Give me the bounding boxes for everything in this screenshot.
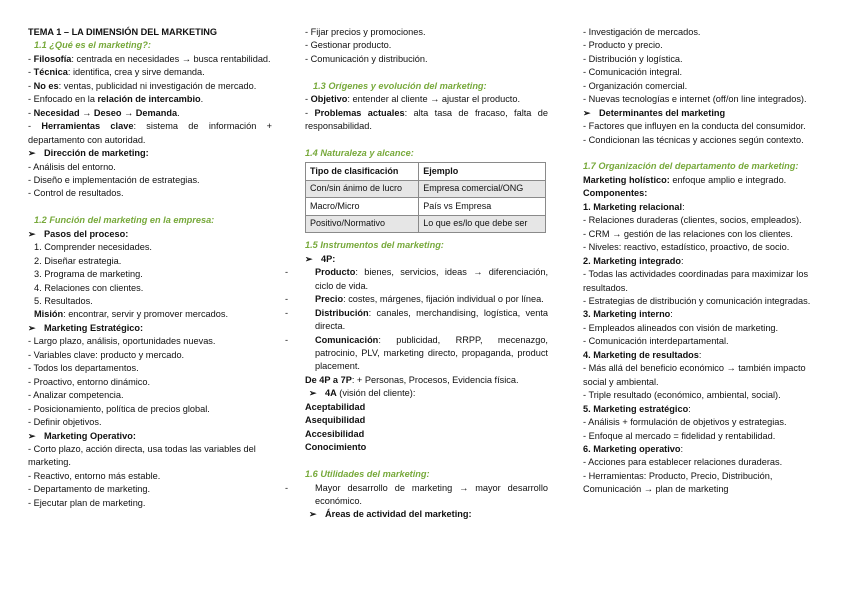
list-item-text: Comunicación y distribución. [310, 53, 428, 64]
arrow-bullet-icon: ➢ [28, 228, 36, 239]
holistico-label: Marketing holístico: [583, 174, 670, 185]
list-item-text: Organización comercial. [588, 80, 688, 91]
table-header-cell: Ejemplo [419, 163, 546, 181]
table-row [306, 198, 546, 216]
list-item: - Analizar competencia. [28, 390, 124, 401]
list-item: - Diseño e implementación de estrategias. [28, 174, 200, 185]
list-item: - Comunicación integral. [583, 67, 683, 78]
noes-line: - No es: ventas, publicidad ni investigación de mercado. [28, 80, 257, 91]
list-item: - Estrategias de distribución y comunicación integradas. [583, 296, 811, 306]
list-item-text: Triple resultado (económico, ambiental, social). [588, 390, 781, 401]
list-item-text: Diseño e implementación de estrategias. [33, 174, 200, 185]
necesidad-chain: Necesidad → Deseo → Demanda [33, 107, 178, 118]
m6-label: 6. Marketing operativo [583, 443, 681, 454]
list-item-text: Comunicación interdepartamental. [588, 336, 729, 347]
list-item-text: Analizar competencia. [33, 390, 124, 401]
list-item: - Análisis + formulación de objetivos y estrategias. [583, 417, 787, 428]
estrategico-label: Marketing Estratégico: [44, 322, 144, 333]
herramientas-line: - Herramientas clave: sistema de información + departamento con autoridad. [28, 121, 272, 145]
list-item: - CRM → gestión de las relaciones con los clientes. [583, 228, 793, 239]
tecnica-text: : identifica, crea y sirve demanda. [67, 67, 205, 78]
comunicacion-label: Comunicación [315, 334, 379, 345]
section-heading-1-2: 1.2 Función del marketing en la empresa: [34, 215, 215, 226]
de4p-text: : + Personas, Procesos, Evidencia física. [351, 374, 519, 385]
a4-item: Aceptabilidad [305, 401, 366, 412]
m2-heading: 2. Marketing integrado: [583, 255, 684, 266]
producto-line: - Producto: bienes, servicios, ideas → diferenciación, ciclo de vida. [285, 267, 548, 291]
m3-label: 3. Marketing interno [583, 309, 671, 320]
list-item: 5. Resultados. [34, 296, 93, 306]
section-heading-1-1: 1.1 ¿Qué es el marketing?: [34, 40, 151, 51]
list-item: - Relaciones duraderas (clientes, socios, empleados). [583, 215, 802, 226]
problemas-text: : alta tasa de fracaso, falta de responsabilidad. [305, 107, 548, 132]
list-item: - Proactivo, entorno dinámico. [28, 376, 151, 387]
arrow-bullet-icon: ➢ [28, 148, 36, 159]
section-heading-1-6: 1.6 Utilidades del marketing: [305, 469, 430, 480]
arrow-bullet-icon: ➢ [305, 253, 313, 264]
document-title: TEMA 1 – LA DIMENSIÓN DEL MARKETING [28, 27, 218, 37]
list-item: 2. Diseñar estrategia. [34, 255, 122, 266]
list-item: - Organización comercial. [583, 80, 688, 91]
producto-label: Producto [315, 267, 356, 278]
table-cell: Empresa comercial/ONG [419, 180, 546, 198]
m5-label: 5. Marketing estratégico [583, 403, 689, 414]
column-1 [28, 26, 272, 510]
enfocado-text: Enfocado en la [33, 94, 98, 105]
distribucion-line: - Distribución: canales, merchandising, logística, venta directa. [285, 307, 548, 332]
list-item-text: Reactivo, entorno más estable. [33, 470, 161, 481]
m1-label: 1. Marketing relacional [583, 201, 683, 212]
list-item-text: Nuevas tecnologías e internet (off/on line integrados). [588, 94, 807, 105]
list-item: - Definir objetivos. [28, 417, 102, 428]
mayor-line: - Mayor desarrollo de marketing → mayor desarrollo económico. [285, 482, 548, 506]
problemas-line: - Problemas actuales: alta tasa de fracaso, falta de responsabilidad. [305, 107, 548, 132]
list-item-text: Condicionan las técnicas y acciones según contexto. [588, 134, 804, 145]
list-item-text: Comunicación integral. [588, 67, 683, 78]
list-item: 3. Programa de marketing. [34, 269, 143, 280]
de4p-label: De 4P a 7P [305, 374, 352, 385]
list-item-text: Relaciones duraderas (clientes, socios, empleados). [588, 215, 802, 226]
operativo-heading [28, 430, 272, 443]
list-item: - Fijar precios y promociones. [305, 27, 426, 37]
list-item-text: CRM → gestión de las relaciones con los clientes. [588, 228, 793, 239]
componentes-label: Componentes: [583, 188, 648, 199]
holistico-text: enfoque amplio e integrado. [669, 174, 787, 185]
list-item: 4. Relaciones con clientes. [34, 282, 144, 293]
table-row [306, 215, 546, 233]
producto-text: : bienes, servicios, ideas → diferenciación, ciclo de vida. [315, 267, 548, 291]
list-item: - Factores que influyen en la conducta del consumidor. [583, 121, 806, 132]
m6-heading: 6. Marketing operativo: [583, 443, 684, 454]
list-item: - Más allá del beneficio económico → también impacto social y ambiental. [583, 363, 806, 387]
noes-text: : ventas, publicidad ni investigación de mercado. [58, 80, 257, 91]
pasos-heading [28, 228, 272, 241]
filosofia-label: Filosofía [33, 53, 72, 64]
list-item-text: Análisis + formulación de objetivos y estrategias. [588, 417, 787, 428]
comunicacion-line: - Comunicación: publicidad, RRPP, mecenazgo, patrocinio, PLV, marketing directo, propaganda, product placement. [285, 334, 548, 372]
noes-label: No es [33, 80, 59, 91]
list-item-text: Definir objetivos. [33, 417, 102, 428]
list-item-text: Empleados alineados con visión de marketing. [588, 322, 779, 333]
precio-label: Precio [315, 294, 344, 305]
arrow-bullet-icon: ➢ [28, 430, 36, 441]
list-item: - Producto y precio. [583, 40, 663, 51]
section-heading-1-4: 1.4 Naturaleza y alcance: [305, 147, 414, 158]
arrow-bullet-icon: ➢ [309, 388, 317, 399]
column-2 [285, 26, 548, 522]
table-header-row [306, 163, 546, 181]
list-item: - Herramientas: Producto, Precio, Distribución, Comunicación → plan de marketing [583, 470, 773, 495]
tecnica-label: Técnica [33, 67, 68, 78]
distribucion-label: Distribución [315, 307, 369, 318]
list-item-text: Factores que influyen en la conducta del consumidor. [588, 121, 806, 132]
list-item-text: Proactivo, entorno dinámico. [33, 376, 151, 387]
m3-heading: 3. Marketing interno: [583, 309, 673, 320]
list-item: - Empleados alineados con visión de marketing. [583, 322, 779, 333]
holistico-line [583, 174, 828, 187]
list-item-text: Departamento de marketing. [33, 484, 151, 495]
objetivo-label: Objetivo [310, 94, 348, 105]
list-item: - Todos los departamentos. [28, 363, 139, 374]
p4-heading [305, 253, 548, 266]
section-heading-1-5: 1.5 Instrumentos del marketing: [305, 240, 444, 251]
objetivo-line: - Objetivo: entender al cliente → ajustar el producto. [305, 94, 521, 105]
list-item: - Acciones para establecer relaciones duraderas. [583, 457, 783, 468]
list-item: - Gestionar producto. [305, 40, 392, 51]
m2-label: 2. Marketing integrado [583, 255, 682, 266]
m1-heading: 1. Marketing relacional: [583, 201, 685, 212]
list-item: - Reactivo, entorno más estable. [28, 470, 161, 481]
precio-text: : costes, márgenes, fijación individual o por línea. [343, 294, 544, 305]
list-item-text: Largo plazo, análisis, oportunidades nuevas. [33, 336, 216, 347]
areas-heading [305, 508, 548, 521]
list-item-text: Distribución y logística. [588, 53, 683, 64]
table-cell: Positivo/Normativo [306, 215, 419, 233]
list-item-text: Corto plazo, acción directa, usa todas las variables del marketing. [28, 443, 256, 468]
comunicacion-text: : publicidad, RRPP, mecenazgo, patrocinio, PLV, marketing directo, propaganda, product placement. [315, 334, 548, 372]
a4-text: (visión del cliente): [336, 388, 416, 399]
list-item-text: Acciones para establecer relaciones duraderas. [588, 457, 783, 468]
list-item-text: Todos los departamentos. [33, 363, 139, 374]
list-item: - Nuevas tecnologías e internet (off/on line integrados). [583, 94, 807, 105]
section-heading-1-3: 1.3 Orígenes y evolución del marketing: [313, 80, 487, 91]
mision-line [28, 308, 272, 321]
table-header-cell: Tipo de clasificación [306, 163, 419, 181]
list-item-text: Posicionamiento, política de precios global. [33, 403, 210, 414]
list-item-text: Más allá del beneficio económico → también impacto social y ambiental. [583, 363, 806, 387]
filosofia-line: - Filosofía: centrada en necesidades → busca rentabilidad. [28, 53, 271, 64]
herramientas-label: Herramientas clave [41, 121, 134, 132]
operativo-label: Marketing Operativo: [44, 430, 136, 441]
a4-item: Accesibilidad [305, 428, 365, 439]
list-item: - Largo plazo, análisis, oportunidades nuevas. [28, 336, 216, 347]
objetivo-text: : entender al cliente → ajustar el producto. [347, 94, 521, 105]
pasos-label: Pasos del proceso: [44, 228, 129, 239]
list-item: - Niveles: reactivo, estadístico, proactivo, de socio. [583, 242, 790, 253]
list-item: - Posicionamiento, política de precios global. [28, 403, 210, 414]
list-item: - Enfoque al mercado = fidelidad y rentabilidad. [583, 430, 776, 441]
list-item: - Distribución y logística. [583, 53, 683, 64]
classification-table [305, 162, 546, 233]
de4p-line [305, 374, 548, 387]
tecnica-line: - Técnica: identifica, crea y sirve demanda. [28, 67, 205, 78]
distribucion-text: : canales, merchandising, logística, venta directa. [315, 307, 548, 332]
column-3 [583, 26, 828, 497]
a4-item: Conocimiento [305, 442, 367, 453]
mision-text: : encontrar, servir y promover mercados. [63, 309, 229, 320]
m5-heading: 5. Marketing estratégico: [583, 403, 691, 414]
filosofia-text: : centrada en necesidades → busca rentabilidad. [71, 53, 271, 64]
a4-label: 4A [325, 388, 337, 399]
enfocado-bold: relación de intercambio [97, 94, 201, 105]
table-cell: Macro/Micro [306, 198, 419, 216]
list-item: - Ejecutar plan de marketing. [28, 497, 146, 508]
list-item-text: Gestionar producto. [310, 40, 392, 51]
herramientas-text: : sistema de información + departamento con autoridad. [28, 121, 272, 145]
list-item-text: Producto y precio. [588, 40, 663, 51]
areas-label: Áreas de actividad del marketing: [325, 509, 472, 520]
table-row [306, 180, 546, 198]
problemas-label: Problemas actuales [314, 107, 405, 118]
p4-label: 4P: [321, 253, 336, 264]
table-cell: País vs Empresa [419, 198, 546, 216]
table-cell: Lo que es/lo que debe ser [419, 215, 546, 233]
list-item-text: Herramientas: Producto, Precio, Distribución, Comunicación → plan de marketing [583, 470, 773, 495]
mision-label: Misión [34, 309, 64, 320]
direccion-label: Dirección de marketing: [44, 148, 149, 159]
list-item: - Comunicación interdepartamental. [583, 336, 729, 347]
list-item-text: Fijar precios y promociones. [310, 27, 426, 37]
precio-line: - Precio: costes, márgenes, fijación individual o por línea. [285, 294, 544, 305]
enfocado-line: - Enfocado en la relación de intercambio. [28, 94, 204, 105]
list-item-text: Variables clave: producto y mercado. [33, 349, 185, 360]
necesidad-line: - Necesidad → Deseo → Demanda. [28, 107, 180, 118]
list-item: - Variables clave: producto y mercado. [28, 349, 185, 360]
list-item: - Corto plazo, acción directa, usa todas las variables del marketing. [28, 443, 256, 468]
list-item-text: Control de resultados. [33, 188, 124, 199]
list-item: - Análisis del entorno. [28, 161, 116, 172]
arrow-bullet-icon: ➢ [583, 107, 591, 118]
a4-heading [305, 387, 548, 400]
a4-item: Asequibilidad [305, 415, 366, 426]
list-item-text: Investigación de mercados. [588, 27, 701, 37]
list-item: - Comunicación y distribución. [305, 53, 428, 64]
list-item: - Triple resultado (económico, ambiental, social). [583, 390, 781, 401]
list-item-text: Enfoque al mercado = fidelidad y rentabilidad. [588, 430, 776, 441]
list-item: - Condicionan las técnicas y acciones según contexto. [583, 134, 804, 145]
list-item: - Investigación de mercados. [583, 27, 701, 37]
list-item-text: Análisis del entorno. [33, 161, 116, 172]
arrow-bullet-icon: ➢ [309, 509, 317, 520]
arrow-bullet-icon: ➢ [28, 322, 36, 333]
m4-heading: 4. Marketing de resultados: [583, 349, 702, 360]
list-item: 1. Comprender necesidades. [34, 242, 152, 253]
list-item-text: Estrategias de distribución y comunicación integradas. [588, 296, 811, 306]
determinantes-label: Determinantes del marketing [599, 107, 726, 118]
list-item-text: Niveles: reactivo, estadístico, proactivo, de socio. [588, 242, 790, 253]
m4-label: 4. Marketing de resultados [583, 349, 699, 360]
list-item-text: Ejecutar plan de marketing. [33, 497, 146, 508]
list-item: - Todas las actividades coordinadas para maximizar los resultados. [583, 269, 809, 293]
determinantes-heading [583, 107, 828, 120]
list-item: - Control de resultados. [28, 188, 124, 199]
mayor-text: Mayor desarrollo de marketing → mayor desarrollo económico. [315, 482, 548, 506]
list-item: - Departamento de marketing. [28, 484, 151, 495]
section-heading-1-7: 1.7 Organización del departamento de marketing: [583, 161, 799, 172]
list-item-text: Todas las actividades coordinadas para maximizar los resultados. [583, 269, 809, 293]
direccion-heading [28, 147, 272, 160]
estrategico-heading [28, 322, 272, 335]
table-cell: Con/sin ánimo de lucro [306, 180, 419, 198]
